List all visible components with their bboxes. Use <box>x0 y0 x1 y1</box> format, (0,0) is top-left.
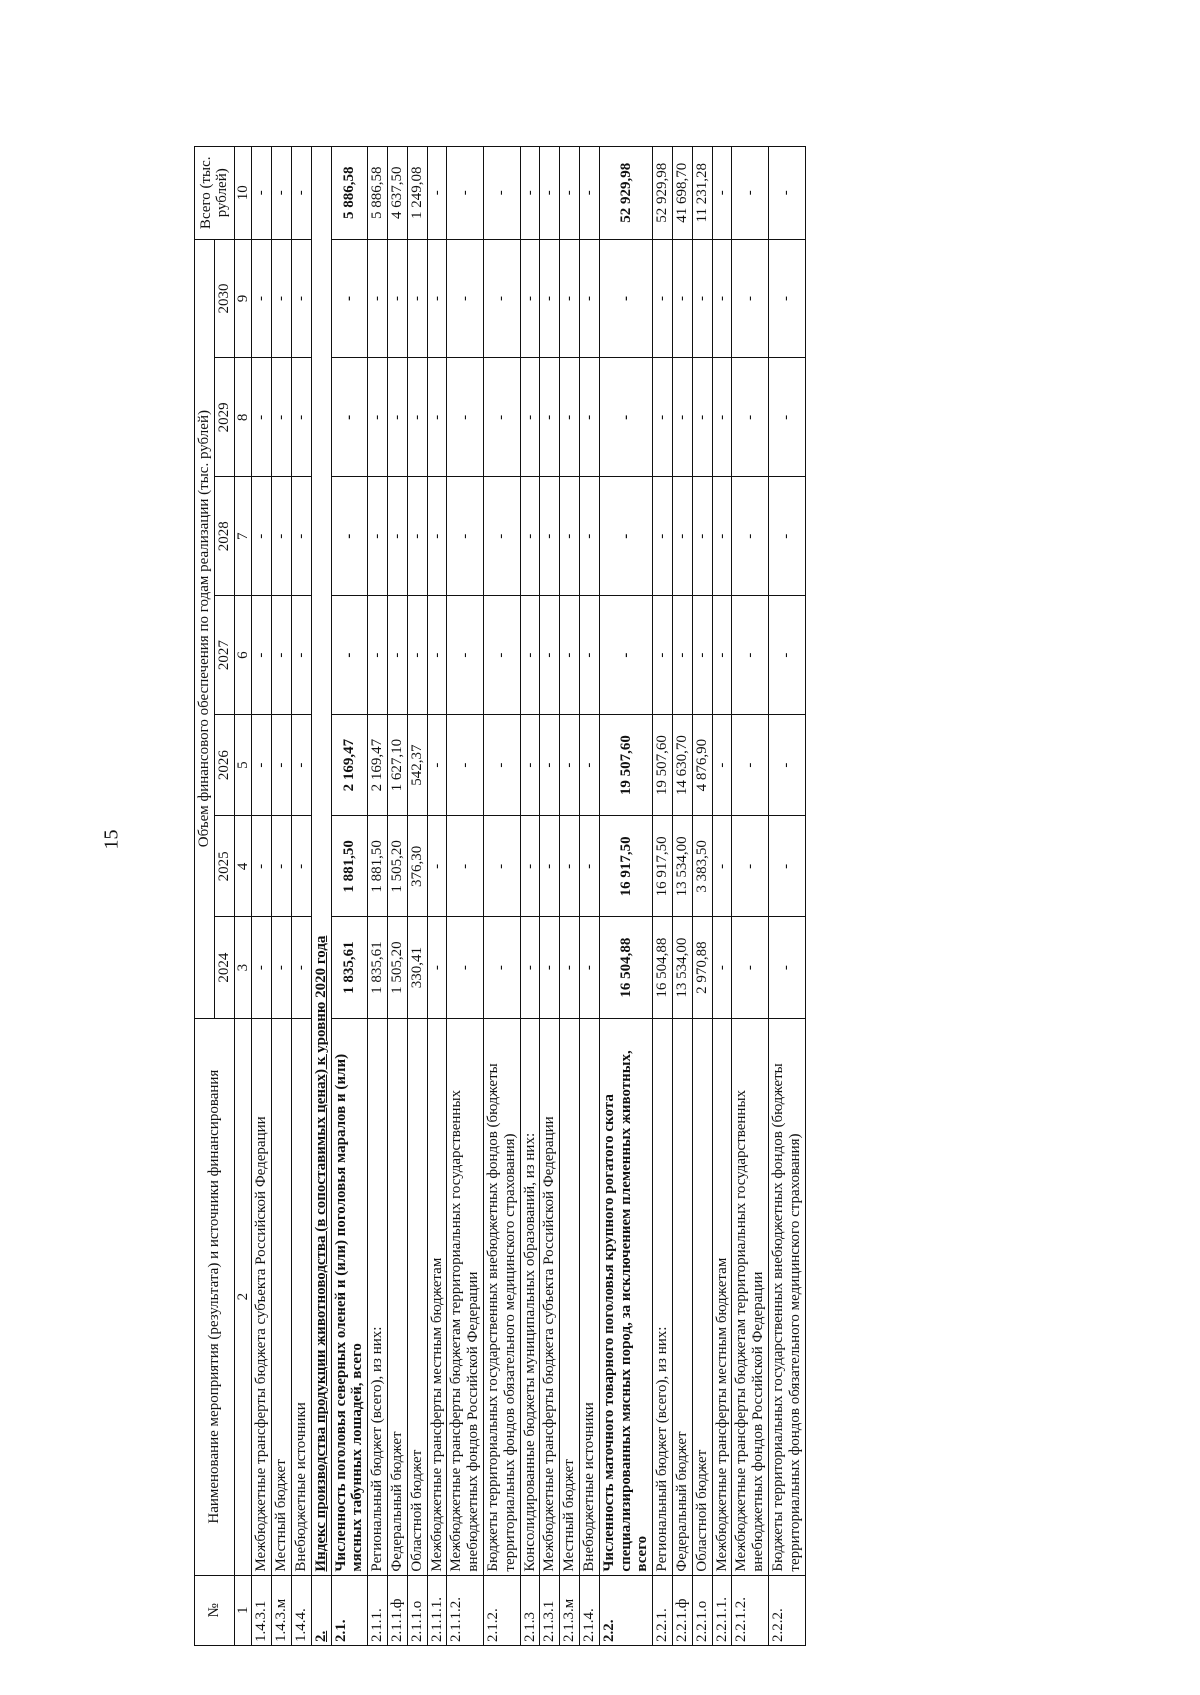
row-number: 2.1.1.о <box>407 1575 427 1645</box>
row-year-value: - <box>672 358 692 477</box>
table-row <box>732 147 769 1646</box>
row-number: 2.1. <box>331 1575 368 1645</box>
row-number: 2.1.3.1 <box>540 1575 560 1645</box>
row-number: 2.2.1.о <box>692 1575 712 1645</box>
row-year-value: 1 505,20 <box>387 917 407 1018</box>
row-year-value: 1 881,50 <box>368 816 388 917</box>
row-number: 2.2.1. <box>653 1575 673 1645</box>
table-row <box>672 147 692 1646</box>
row-name: Межбюджетные трансферты бюджетам территориальных государственных внебюджетных фондов Российской Федерации <box>732 1018 769 1575</box>
row-year-value: - <box>291 239 311 358</box>
row-total-value: 11 231,28 <box>692 147 712 240</box>
row-year-value: 2 169,47 <box>331 715 368 816</box>
row-year-value: 16 917,50 <box>653 816 673 917</box>
row-year-value: - <box>291 715 311 816</box>
row-year-value: - <box>732 477 769 596</box>
row-year-value: 14 630,70 <box>672 715 692 816</box>
row-year-value: - <box>447 596 484 715</box>
row-year-value: - <box>483 477 520 596</box>
row-year-value: - <box>447 358 484 477</box>
row-year-value: - <box>407 477 427 596</box>
row-total-value: - <box>712 147 732 240</box>
header-column-number: 7 <box>234 477 252 596</box>
row-year-value: - <box>560 816 580 917</box>
row-year-value: - <box>732 358 769 477</box>
row-year-value: - <box>483 816 520 917</box>
page-number: 15 <box>100 829 123 850</box>
row-year-value: - <box>768 239 805 358</box>
row-year-value: - <box>579 358 599 477</box>
table-row <box>331 147 368 1646</box>
row-year-value: - <box>291 477 311 596</box>
row-year-value: - <box>483 715 520 816</box>
row-total-value: 52 929,98 <box>653 147 673 240</box>
row-year-value: 13 534,00 <box>672 917 692 1018</box>
row-year-value: - <box>368 477 388 596</box>
row-year-value: 19 507,60 <box>599 715 652 816</box>
header-year: 2025 <box>214 816 234 917</box>
row-year-value: - <box>732 239 769 358</box>
header-no: № <box>195 1575 235 1645</box>
header-total: Всего (тыс. рублей) <box>195 147 235 240</box>
row-year-value: - <box>599 477 652 596</box>
row-year-value: - <box>252 358 272 477</box>
row-year-value: - <box>579 239 599 358</box>
row-year-value: - <box>599 239 652 358</box>
row-total-value: - <box>540 147 560 240</box>
row-name: Межбюджетные трансферты бюджетам территориальных государственных внебюджетных фондов Российской Федерации <box>447 1018 484 1575</box>
row-year-value: 2 169,47 <box>368 715 388 816</box>
row-year-value: - <box>407 239 427 358</box>
row-year-value: - <box>252 816 272 917</box>
row-year-value: - <box>520 715 540 816</box>
table-row <box>653 147 673 1646</box>
row-year-value: - <box>407 596 427 715</box>
table-row <box>560 147 580 1646</box>
row-year-value: - <box>768 358 805 477</box>
header-column-number: 2 <box>234 1018 252 1575</box>
row-year-value: 1 835,61 <box>368 917 388 1018</box>
row-number: 2.2.1.2. <box>732 1575 769 1645</box>
row-name: Местный бюджет <box>560 1018 580 1575</box>
table-row <box>447 147 484 1646</box>
row-year-value: - <box>447 917 484 1018</box>
row-year-value: 1 881,50 <box>331 816 368 917</box>
row-year-value: - <box>427 239 447 358</box>
row-year-value: 2 970,88 <box>692 917 712 1018</box>
row-year-value: - <box>712 358 732 477</box>
row-number: 2.1.1. <box>368 1575 388 1645</box>
row-year-value: - <box>560 596 580 715</box>
table-row <box>291 147 311 1646</box>
row-year-value: - <box>368 239 388 358</box>
row-total-value: - <box>520 147 540 240</box>
row-total-value: - <box>272 147 292 240</box>
table-header <box>195 147 252 1646</box>
row-year-value: - <box>368 596 388 715</box>
row-number: 1.4.3.м <box>272 1575 292 1645</box>
row-year-value: - <box>483 239 520 358</box>
row-year-value: - <box>331 358 368 477</box>
row-year-value: - <box>732 715 769 816</box>
section-title: Индекс производства продукции животноводства (в сопоставимых ценах) к уровню 2020 года <box>311 147 331 1576</box>
row-total-value: 41 698,70 <box>672 147 692 240</box>
row-year-value: - <box>560 715 580 816</box>
table-row <box>407 147 427 1646</box>
row-year-value: - <box>692 239 712 358</box>
row-number: 2.1.1.1. <box>427 1575 447 1645</box>
row-year-value: - <box>768 715 805 816</box>
row-total-value: - <box>252 147 272 240</box>
row-year-value: 1 505,20 <box>387 816 407 917</box>
row-year-value: - <box>520 239 540 358</box>
row-year-value: - <box>540 715 560 816</box>
row-year-value: - <box>579 477 599 596</box>
row-number: 1.4.4. <box>291 1575 311 1645</box>
row-name: Межбюджетные трансферты местным бюджетам <box>712 1018 732 1575</box>
row-name: Численность поголовья северных оленей и (или) поголовья маралов и (или) мясных табунных лошадей, всего <box>331 1018 368 1575</box>
table-row <box>692 147 712 1646</box>
row-year-value: - <box>272 358 292 477</box>
header-column-number: 6 <box>234 596 252 715</box>
row-year-value: 376,30 <box>407 816 427 917</box>
row-year-value: - <box>579 715 599 816</box>
row-year-value: - <box>483 358 520 477</box>
row-number: 2.1.1.ф <box>387 1575 407 1645</box>
row-year-value: 16 504,88 <box>599 917 652 1018</box>
row-year-value: - <box>427 596 447 715</box>
header-column-numbers-row <box>234 147 252 1646</box>
table-row <box>579 147 599 1646</box>
row-year-value: - <box>447 816 484 917</box>
table-section-row <box>311 147 331 1646</box>
rotated-table-container <box>194 146 806 1646</box>
row-name: Бюджеты территориальных государственных внебюджетных фондов (бюджеты территориальных фондов обязательного медицинского страхования) <box>483 1018 520 1575</box>
header-column-number: 8 <box>234 358 252 477</box>
table-row <box>712 147 732 1646</box>
row-year-value: - <box>272 816 292 917</box>
row-year-value: 3 383,50 <box>692 816 712 917</box>
row-year-value: - <box>540 358 560 477</box>
row-year-value: - <box>599 358 652 477</box>
row-total-value: - <box>291 147 311 240</box>
row-year-value: - <box>692 477 712 596</box>
row-year-value: - <box>540 816 560 917</box>
row-year-value: - <box>407 358 427 477</box>
row-name: Региональный бюджет (всего), из них: <box>368 1018 388 1575</box>
row-year-value: - <box>291 596 311 715</box>
row-name: Областной бюджет <box>407 1018 427 1575</box>
row-name: Численность маточного товарного поголовья крупного рогатого скота специализированных мясных пород, за исключением племенных животных, всего <box>599 1018 652 1575</box>
row-year-value: - <box>252 239 272 358</box>
row-year-value: - <box>732 917 769 1018</box>
row-name: Внебюджетные источники <box>579 1018 599 1575</box>
header-column-number: 5 <box>234 715 252 816</box>
row-year-value: - <box>540 477 560 596</box>
row-name: Местный бюджет <box>272 1018 292 1575</box>
row-year-value: - <box>560 358 580 477</box>
row-total-value: 5 886,58 <box>331 147 368 240</box>
row-year-value: - <box>272 477 292 596</box>
row-year-value: - <box>447 715 484 816</box>
row-year-value: - <box>252 477 272 596</box>
header-year: 2026 <box>214 715 234 816</box>
row-number: 2.2.2. <box>768 1575 805 1645</box>
row-year-value: - <box>252 715 272 816</box>
table-row <box>483 147 520 1646</box>
row-name: Бюджеты территориальных государственных внебюджетных фондов (бюджеты территориальных фондов обязательного медицинского страхования) <box>768 1018 805 1575</box>
row-year-value: - <box>560 917 580 1018</box>
row-total-value: - <box>447 147 484 240</box>
row-year-value: - <box>447 477 484 596</box>
row-year-value: - <box>272 715 292 816</box>
row-number: 2.2.1.ф <box>672 1575 692 1645</box>
row-total-value: - <box>483 147 520 240</box>
row-year-value: - <box>520 477 540 596</box>
row-year-value: - <box>599 596 652 715</box>
row-year-value: - <box>712 816 732 917</box>
row-year-value: - <box>427 358 447 477</box>
row-year-value: - <box>768 596 805 715</box>
row-name: Внебюджетные источники <box>291 1018 311 1575</box>
table-row <box>387 147 407 1646</box>
row-year-value: 13 534,00 <box>672 816 692 917</box>
row-year-value: 330,41 <box>407 917 427 1018</box>
row-year-value: - <box>579 596 599 715</box>
row-year-value: - <box>291 358 311 477</box>
row-total-value: 5 886,58 <box>368 147 388 240</box>
row-year-value: - <box>653 239 673 358</box>
row-year-value: - <box>368 358 388 477</box>
header-year: 2027 <box>214 596 234 715</box>
row-year-value: - <box>712 477 732 596</box>
row-number: 1.4.3.1 <box>252 1575 272 1645</box>
row-year-value: 19 507,60 <box>653 715 673 816</box>
row-name: Федеральный бюджет <box>387 1018 407 1575</box>
row-total-value: 52 929,98 <box>599 147 652 240</box>
row-year-value: - <box>387 477 407 596</box>
table-row <box>427 147 447 1646</box>
row-name: Консолидированные бюджеты муниципальных образований, из них: <box>520 1018 540 1575</box>
row-year-value: - <box>712 917 732 1018</box>
row-year-value: - <box>712 596 732 715</box>
table-row <box>768 147 805 1646</box>
row-year-value: - <box>560 239 580 358</box>
table-body <box>252 147 805 1646</box>
row-total-value: 1 249,08 <box>407 147 427 240</box>
row-year-value: - <box>692 358 712 477</box>
table-row <box>599 147 652 1646</box>
row-number: 2. <box>311 1575 331 1645</box>
row-year-value: - <box>272 239 292 358</box>
table-row <box>272 147 292 1646</box>
header-year: 2028 <box>214 477 234 596</box>
row-number: 2.2.1.1. <box>712 1575 732 1645</box>
row-year-value: - <box>732 816 769 917</box>
row-name: Областной бюджет <box>692 1018 712 1575</box>
row-year-value: - <box>331 239 368 358</box>
header-volume: Объем финансового обеспечения по годам реализации (тыс. рублей) <box>195 239 215 1018</box>
row-year-value: - <box>387 239 407 358</box>
row-year-value: - <box>653 358 673 477</box>
row-year-value: 16 504,88 <box>653 917 673 1018</box>
row-year-value: - <box>672 239 692 358</box>
row-year-value: - <box>560 477 580 596</box>
row-number: 2.2. <box>599 1575 652 1645</box>
row-year-value: 542,37 <box>407 715 427 816</box>
row-year-value: - <box>712 715 732 816</box>
row-year-value: - <box>387 596 407 715</box>
header-column-number: 9 <box>234 239 252 358</box>
row-year-value: - <box>520 816 540 917</box>
header-column-number: 1 <box>234 1575 252 1645</box>
table-row <box>252 147 272 1646</box>
row-total-value: - <box>427 147 447 240</box>
row-number: 2.1.2. <box>483 1575 520 1645</box>
row-name: Региональный бюджет (всего), из них: <box>653 1018 673 1575</box>
row-number: 2.1.4. <box>579 1575 599 1645</box>
table-row <box>540 147 560 1646</box>
row-year-value: - <box>427 477 447 596</box>
row-number: 2.1.3.м <box>560 1575 580 1645</box>
row-year-value: - <box>672 596 692 715</box>
row-year-value: - <box>579 816 599 917</box>
header-year: 2030 <box>214 239 234 358</box>
row-total-value: - <box>560 147 580 240</box>
row-year-value: - <box>387 358 407 477</box>
header-year: 2029 <box>214 358 234 477</box>
row-year-value: - <box>483 596 520 715</box>
row-year-value: - <box>427 816 447 917</box>
row-year-value: - <box>712 239 732 358</box>
row-year-value: - <box>540 917 560 1018</box>
row-year-value: - <box>291 917 311 1018</box>
row-total-value: - <box>768 147 805 240</box>
row-year-value: - <box>540 596 560 715</box>
row-year-value: - <box>732 596 769 715</box>
table-row <box>520 147 540 1646</box>
row-name: Межбюджетные трансферты бюджета субъекта Российской Федерации <box>252 1018 272 1575</box>
header-column-number: 4 <box>234 816 252 917</box>
header-column-number: 3 <box>234 917 252 1018</box>
row-total-value: - <box>579 147 599 240</box>
row-year-value: - <box>252 917 272 1018</box>
financing-table <box>194 146 806 1646</box>
header-column-number: 10 <box>234 147 252 240</box>
row-year-value: - <box>427 917 447 1018</box>
row-year-value: - <box>579 917 599 1018</box>
row-year-value: - <box>692 596 712 715</box>
row-year-value: 1 627,10 <box>387 715 407 816</box>
row-number: 2.1.3 <box>520 1575 540 1645</box>
row-year-value: - <box>540 239 560 358</box>
row-year-value: - <box>427 715 447 816</box>
row-name: Межбюджетные трансферты бюджета субъекта Российской Федерации <box>540 1018 560 1575</box>
row-year-value: 1 835,61 <box>331 917 368 1018</box>
row-name: Межбюджетные трансферты местным бюджетам <box>427 1018 447 1575</box>
row-year-value: - <box>768 917 805 1018</box>
row-year-value: - <box>653 596 673 715</box>
row-year-value: 16 917,50 <box>599 816 652 917</box>
row-total-value: 4 637,50 <box>387 147 407 240</box>
table-row <box>368 147 388 1646</box>
row-year-value: - <box>291 816 311 917</box>
row-year-value: - <box>520 917 540 1018</box>
row-total-value: - <box>732 147 769 240</box>
row-year-value: - <box>483 917 520 1018</box>
row-year-value: - <box>272 596 292 715</box>
row-name: Федеральный бюджет <box>672 1018 692 1575</box>
header-year: 2024 <box>214 917 234 1018</box>
header-name: Наименование мероприятия (результата) и источники финансирования <box>195 1018 235 1575</box>
row-year-value: - <box>653 477 673 596</box>
row-year-value: - <box>768 816 805 917</box>
row-year-value: - <box>252 596 272 715</box>
row-year-value: - <box>768 477 805 596</box>
row-year-value: - <box>331 477 368 596</box>
row-year-value: - <box>331 596 368 715</box>
row-year-value: - <box>447 239 484 358</box>
row-year-value: - <box>520 596 540 715</box>
row-year-value: - <box>272 917 292 1018</box>
row-number: 2.1.1.2. <box>447 1575 484 1645</box>
row-year-value: - <box>672 477 692 596</box>
row-year-value: 4 876,90 <box>692 715 712 816</box>
row-year-value: - <box>520 358 540 477</box>
